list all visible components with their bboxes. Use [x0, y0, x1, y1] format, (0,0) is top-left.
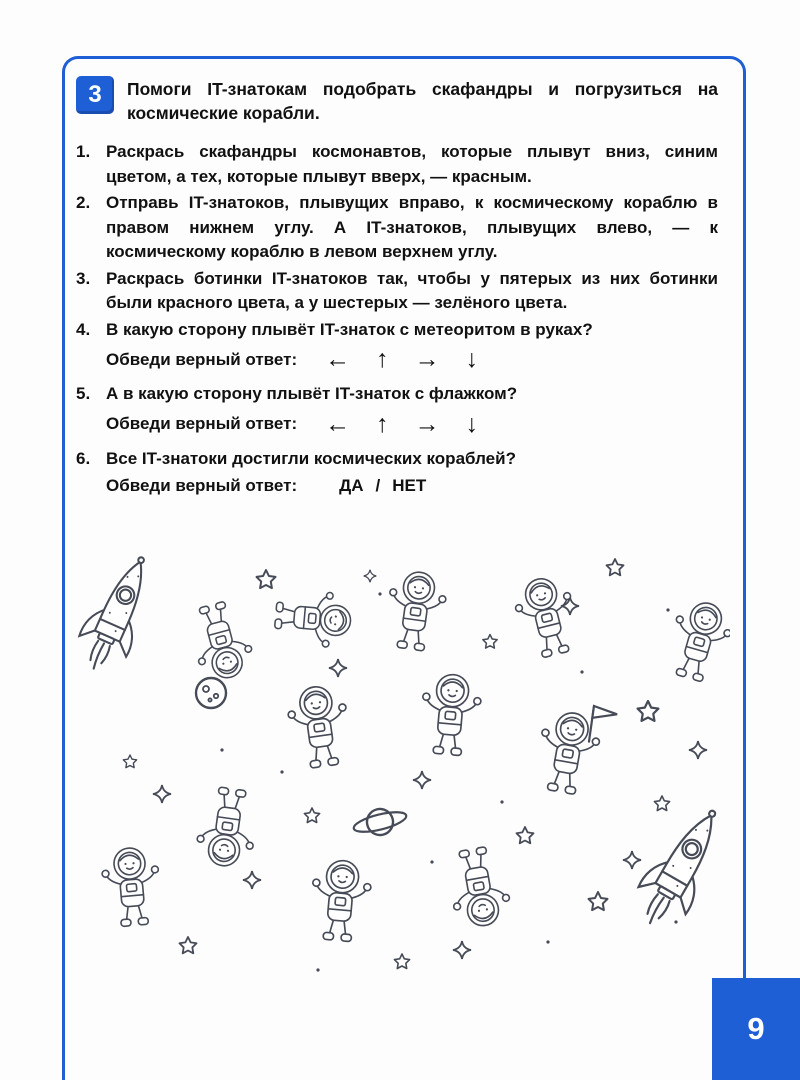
task-item-4	[76, 318, 718, 343]
rocket-bottom-right-icon	[625, 797, 730, 936]
yes-option[interactable]: ДА	[339, 476, 364, 495]
cosmonaut	[308, 858, 373, 943]
cosmonaut	[510, 572, 583, 661]
task-item-6	[76, 447, 718, 472]
task-number: 6.	[76, 448, 91, 468]
cosmonaut	[273, 588, 352, 649]
answer-row-6	[106, 476, 718, 496]
cosmonaut	[285, 683, 354, 770]
task-header	[76, 76, 718, 125]
task-number: 2.	[76, 193, 91, 212]
task-number: 5.	[76, 384, 91, 403]
arrow-down-option[interactable]: ↓	[465, 409, 479, 438]
answer-prompt: Обведи верный ответ:	[106, 476, 298, 495]
page-number-box	[712, 978, 800, 1080]
illustration	[70, 550, 730, 980]
task-item-5	[76, 382, 718, 407]
arrow-up-option[interactable]: ↑	[376, 409, 389, 438]
arrow-right-option[interactable]: →	[414, 345, 440, 373]
answer-row-5	[106, 409, 718, 438]
arrow-right-option[interactable]: →	[414, 409, 440, 438]
option-separator: /	[375, 476, 381, 495]
task-title: Помоги IT-знатокам подобрать скафандры и погрузиться на космические корабли.	[127, 79, 718, 123]
no-option[interactable]: НЕТ	[392, 476, 427, 495]
task-number-badge: 3	[76, 76, 114, 114]
answer-prompt: Обведи верный ответ:	[106, 349, 298, 369]
cosmonaut	[100, 846, 163, 928]
planet-saturn-icon	[351, 803, 410, 841]
task-text: Отправь IT-знатоков, плывущих вправо, к космическому кораблю в правом нижнем углу. А IT-знатоков, плывущих влево, — к космическому кораблю в левом верхнем углу.	[106, 193, 718, 261]
task-text: А в какую сторону плывёт IT-знаток с флажком?	[106, 384, 518, 403]
rocket-top-left-icon	[70, 550, 166, 679]
cosmonaut-with-flag	[532, 706, 617, 797]
arrow-left-option[interactable]: ←	[325, 409, 351, 438]
task-number: 4.	[76, 319, 91, 339]
cosmonaut	[382, 568, 449, 653]
page-content	[76, 76, 718, 506]
task-number: 3.	[76, 268, 91, 288]
task-number: 1.	[76, 142, 91, 161]
task-item-3	[76, 267, 718, 316]
arrow-down-option[interactable]: ↓	[465, 345, 479, 373]
cosmonaut	[418, 672, 483, 757]
cosmonaut	[662, 596, 730, 686]
yes-no-options	[339, 476, 426, 496]
task-list	[76, 140, 718, 496]
answer-prompt: Обведи верный ответ:	[106, 414, 298, 433]
task-text: Все IT-знатоки достигли космических кораблей?	[106, 448, 516, 468]
space-scene	[70, 550, 730, 980]
answer-row-4	[106, 347, 718, 372]
cosmonaut-with-meteorite	[185, 598, 257, 708]
task-text: Раскрась скафандры космонавтов, которые плывут вниз, синим цветом, а тех, которые плывут вверх, — красным.	[106, 142, 718, 186]
task-item-2	[76, 191, 718, 265]
arrow-up-option[interactable]: ↑	[376, 345, 389, 373]
task-item-1	[76, 140, 718, 189]
task-text: В какую сторону плывёт IT-знаток с метеоритом в руках?	[106, 319, 593, 339]
page-number: 9	[747, 1011, 765, 1046]
cosmonaut	[194, 785, 261, 870]
cosmonaut	[444, 844, 513, 930]
meteorite-icon	[196, 678, 226, 708]
arrow-left-option[interactable]: ←	[325, 345, 351, 373]
task-text: Раскрась ботинки IT-знатоков так, чтобы у пятерых из них ботинки были красного цвета, а у шестерых — зелёного цвета.	[106, 268, 718, 312]
